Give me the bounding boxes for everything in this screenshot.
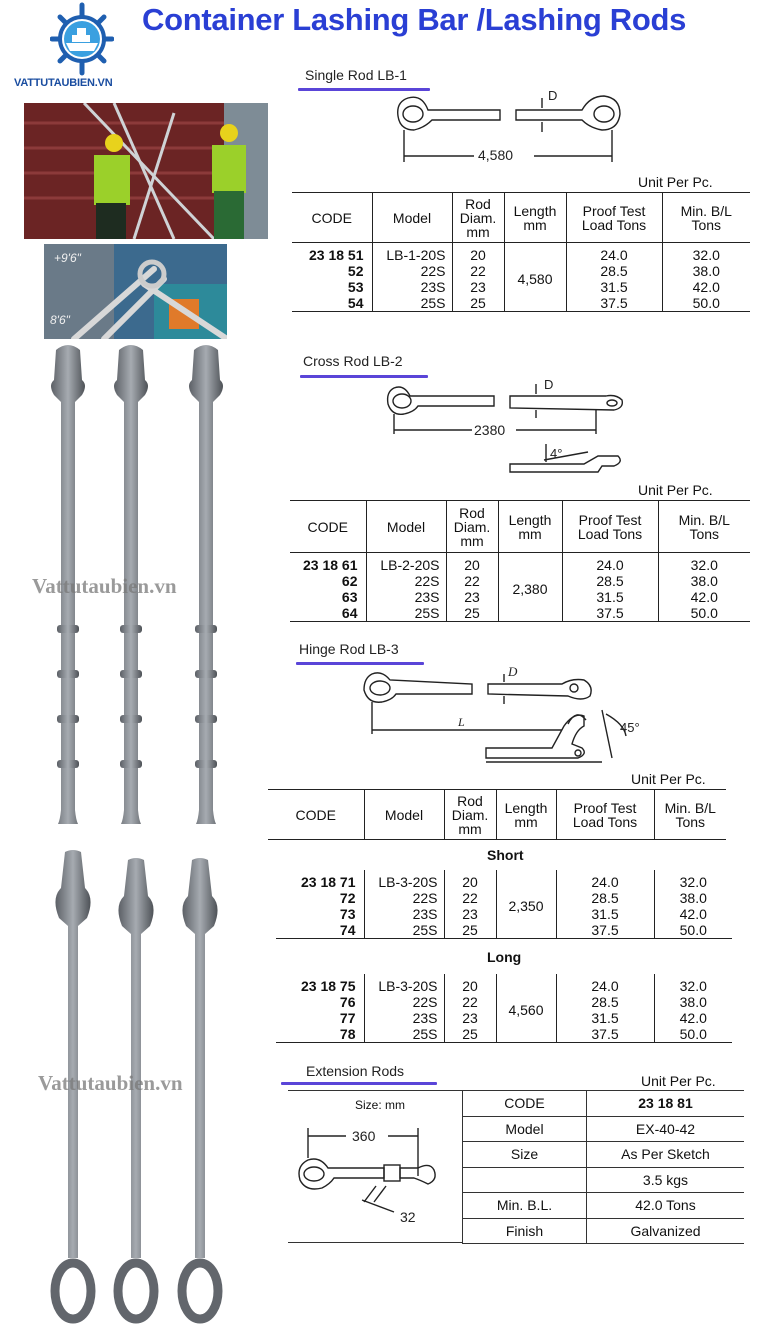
minbl-cell: 32.0 (662, 243, 750, 264)
code-cell: 23 18 71 (301, 874, 356, 890)
diam-cell: 23 (452, 279, 504, 295)
minbl-cell: 32.0 (654, 974, 732, 994)
proof-cell: 24.0 (556, 974, 654, 994)
code-cell: 53 (347, 279, 364, 295)
proof-cell: 24.0 (556, 870, 654, 890)
diam-cell: 22 (444, 994, 496, 1010)
single-rod-title: Single Rod LB-1 (305, 67, 407, 83)
col-proof: Proof Test Load Tons (562, 501, 658, 553)
spec-value: Galvanized (587, 1218, 745, 1244)
proof-cell: 31.5 (556, 1010, 654, 1026)
col-code: CODE (307, 518, 348, 535)
diam-cell: 25 (452, 295, 504, 312)
dim-d-label: D (548, 88, 558, 103)
col-length: Length mm (498, 501, 562, 553)
spec-row (463, 1218, 745, 1244)
hinge-rod-table (268, 789, 726, 840)
model-cell: 23S (366, 589, 446, 605)
model-cell: 22S (366, 573, 446, 589)
model-cell: LB-2-20S (366, 553, 446, 574)
col-proof: Proof Test Load Tons (566, 193, 662, 243)
col-minbl: Min. B/L Tons (654, 790, 726, 840)
cross-rod-table (290, 500, 750, 622)
diam-cell: 20 (444, 974, 496, 994)
spec-label: CODE (463, 1091, 587, 1117)
code-cell: 78 (339, 1026, 356, 1042)
model-cell: 25S (364, 1026, 444, 1043)
svg-text:8'6": 8'6" (50, 313, 70, 327)
diam-cell: 20 (452, 243, 504, 264)
col-length: Length mm (504, 193, 566, 243)
proof-cell: 28.5 (556, 994, 654, 1010)
proof-cell: 31.5 (556, 906, 654, 922)
spec-label: Size (463, 1142, 587, 1168)
extension-rods-title: Extension Rods (306, 1063, 405, 1079)
minbl-cell: 32.0 (654, 870, 732, 890)
watermark: Vattutaubien.vn (32, 574, 177, 598)
length-cell: 4,580 (504, 243, 566, 312)
col-code: CODE (311, 209, 352, 226)
long-label: Long (487, 949, 522, 965)
code-cell: 73 (339, 906, 356, 922)
col-model: Model (372, 193, 452, 243)
spec-row (463, 1193, 745, 1219)
model-cell: 22S (372, 263, 452, 279)
extension-spec-table (462, 1090, 744, 1244)
proof-cell: 28.5 (566, 263, 662, 279)
spec-value: 23 18 81 (587, 1091, 745, 1117)
ship-wheel-icon (50, 2, 114, 76)
proof-cell: 24.0 (566, 243, 662, 264)
length-cell: 4,560 (496, 974, 556, 1043)
proof-cell: 37.5 (556, 1026, 654, 1043)
diam-cell: 20 (446, 553, 498, 574)
col-proof: Proof Test Load Tons (556, 790, 654, 840)
col-minbl: Min. B/L Tons (658, 501, 750, 553)
model-cell: 23S (364, 906, 444, 922)
col-minbl: Min. B/L Tons (662, 193, 750, 243)
cross-rod-sketch (384, 372, 634, 480)
code-cell: 52 (347, 263, 364, 279)
dim-length-label: 4,580 (478, 147, 514, 163)
col-code: CODE (295, 806, 336, 823)
spec-row (463, 1116, 745, 1142)
minbl-cell: 38.0 (654, 890, 732, 906)
proof-cell: 31.5 (566, 279, 662, 295)
diam-cell: 22 (444, 890, 496, 906)
proof-cell: 37.5 (566, 295, 662, 312)
code-cell: 74 (339, 922, 356, 938)
hinge-short-table (276, 870, 732, 939)
dim-angle-label: 45° (620, 720, 640, 735)
col-length: Length mm (496, 790, 556, 840)
table-row (292, 243, 750, 264)
code-cell: 64 (341, 605, 358, 621)
unit-label: Unit Per Pc. (631, 771, 706, 787)
spec-label: Min. B.L. (463, 1193, 587, 1219)
model-cell: LB-1-20S (372, 243, 452, 264)
model-cell: 22S (364, 890, 444, 906)
model-cell: 25S (372, 295, 452, 312)
table-row (276, 870, 732, 890)
diam-cell: 23 (446, 589, 498, 605)
spec-value: As Per Sketch (587, 1142, 745, 1168)
proof-cell: 24.0 (562, 553, 658, 574)
spec-label: Finish (463, 1218, 587, 1244)
hinge-rod-title: Hinge Rod LB-3 (299, 641, 399, 657)
diam-cell: 22 (452, 263, 504, 279)
diam-cell: 22 (446, 573, 498, 589)
model-cell: 25S (364, 922, 444, 939)
title-underline (281, 1082, 437, 1085)
model-cell: LB-3-20S (364, 870, 444, 890)
minbl-cell: 42.0 (658, 589, 750, 605)
size-note: Size: mm (355, 1098, 406, 1112)
model-cell: 23S (372, 279, 452, 295)
code-cell: 77 (339, 1010, 356, 1026)
svg-text:+9'6": +9'6" (54, 251, 81, 265)
table-row (290, 553, 750, 574)
proof-cell: 28.5 (556, 890, 654, 906)
minbl-cell: 38.0 (654, 994, 732, 1010)
single-rod-sketch (392, 84, 632, 166)
short-label: Short (487, 847, 524, 863)
proof-cell: 37.5 (556, 922, 654, 939)
minbl-cell: 42.0 (654, 906, 732, 922)
extension-rod-sketch (294, 1122, 454, 1232)
spec-value: EX-40-42 (587, 1116, 745, 1142)
minbl-cell: 50.0 (654, 922, 732, 939)
single-rod-table (292, 192, 750, 312)
photo-lashing-closeup (44, 244, 227, 339)
spec-label (463, 1167, 587, 1193)
dim-l-label: L (458, 715, 465, 729)
watermark: Vattutaubien.vn (38, 1071, 183, 1095)
dim-diam-label: 32 (400, 1209, 416, 1225)
proof-cell: 31.5 (562, 589, 658, 605)
diam-cell: 25 (444, 1026, 496, 1043)
code-cell: 72 (339, 890, 356, 906)
diam-cell: 23 (444, 1010, 496, 1026)
code-cell: 23 18 61 (303, 557, 358, 573)
col-model: Model (366, 501, 446, 553)
code-cell: 62 (341, 573, 358, 589)
dim-d-label: D (508, 664, 518, 679)
minbl-cell: 32.0 (658, 553, 750, 574)
dim-length-label: 2380 (474, 422, 506, 438)
spec-label: Model (463, 1116, 587, 1142)
col-diam: Rod Diam. mm (444, 790, 496, 840)
brand-logo (14, 2, 152, 102)
diam-cell: 20 (444, 870, 496, 890)
proof-cell: 28.5 (562, 573, 658, 589)
dim-d-label: D (544, 377, 554, 392)
diam-cell: 25 (446, 605, 498, 622)
model-cell: 23S (364, 1010, 444, 1026)
spec-value: 42.0 Tons (587, 1193, 745, 1219)
unit-label: Unit Per Pc. (638, 174, 713, 190)
page-title: Container Lashing Bar /Lashing Rods (142, 2, 687, 37)
col-diam: Rod Diam. mm (446, 501, 498, 553)
spec-row (463, 1142, 745, 1168)
minbl-cell: 42.0 (662, 279, 750, 295)
code-cell: 23 18 51 (309, 247, 364, 263)
spec-row (463, 1167, 745, 1193)
code-cell: 54 (347, 295, 364, 311)
model-cell: 22S (364, 994, 444, 1010)
code-cell: 23 18 75 (301, 978, 356, 994)
proof-cell: 37.5 (562, 605, 658, 622)
cross-rod-title: Cross Rod LB-2 (303, 353, 403, 369)
minbl-cell: 50.0 (658, 605, 750, 622)
diam-cell: 25 (444, 922, 496, 939)
code-cell: 76 (339, 994, 356, 1010)
dim-angle-label: 4° (550, 446, 563, 461)
minbl-cell: 42.0 (654, 1010, 732, 1026)
spec-row (463, 1091, 745, 1117)
diam-cell: 23 (444, 906, 496, 922)
length-cell: 2,350 (496, 870, 556, 939)
minbl-cell: 38.0 (662, 263, 750, 279)
minbl-cell: 38.0 (658, 573, 750, 589)
spec-value: 3.5 kgs (587, 1167, 745, 1193)
model-cell: 25S (366, 605, 446, 622)
minbl-cell: 50.0 (654, 1026, 732, 1043)
hinge-rod-sketch (362, 664, 652, 770)
dim-length-label: 360 (352, 1128, 376, 1144)
code-cell: 63 (341, 589, 358, 605)
col-model: Model (364, 790, 444, 840)
unit-label: Unit Per Pc. (641, 1073, 716, 1089)
minbl-cell: 50.0 (662, 295, 750, 312)
col-diam: Rod Diam. mm (452, 193, 504, 243)
hinge-long-table (276, 974, 732, 1043)
length-cell: 2,380 (498, 553, 562, 622)
table-row (276, 974, 732, 994)
model-cell: LB-3-20S (364, 974, 444, 994)
brand-name: VATTUTAUBIEN.VN (14, 77, 113, 89)
photo-workers-lashing (24, 103, 268, 239)
unit-label: Unit Per Pc. (638, 482, 713, 498)
